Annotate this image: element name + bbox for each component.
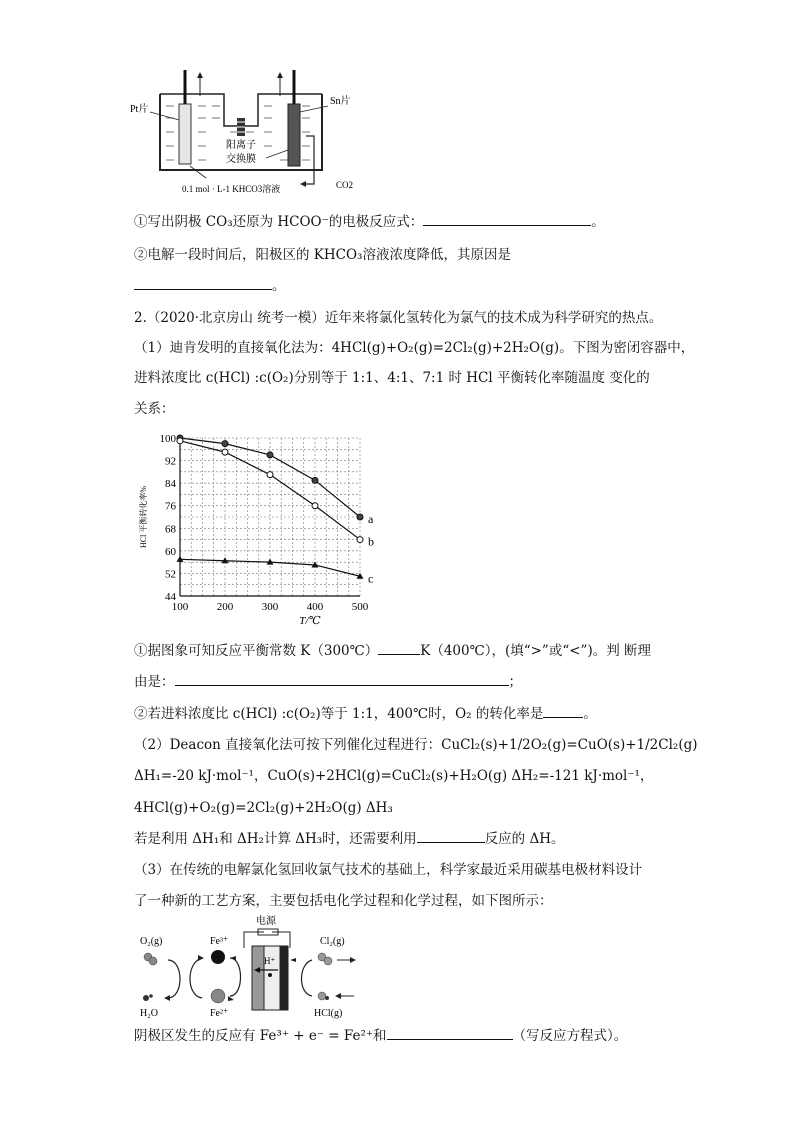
point-b [177, 438, 183, 444]
y-tick-label: 60 [165, 545, 176, 558]
point-b [267, 472, 273, 478]
q2-p2-line2: ΔH₁=-20 kJ·mol⁻¹，CuO(s)+2HCl(g)=CuCl₂(s)+H₂O(g) ΔH₂=-121 kJ·mol⁻¹， [134, 768, 654, 784]
solution-label: 0.1 mol · L-1 KHCO3溶液 [182, 184, 281, 194]
x-axis-label: T/℃ [299, 615, 321, 627]
q2-p3-line2: 了一种新的工艺方案，主要包括电化学过程和化学过程，如下图所示： [134, 893, 553, 909]
q2-p1-line1: （1）迪肯发明的直接氧化法为：4HCl(g)+O₂(g)=2Cl₂(g)+2H₂O(g)。下图为密闭容器中， [134, 340, 695, 356]
y-tick-label: 76 [165, 500, 176, 513]
x-tick-label: 300 [261, 601, 279, 613]
cl2-label: Cl₂(g) [320, 936, 345, 947]
point-a [267, 452, 273, 458]
q2-sub1-line2: 由是： ； [134, 674, 522, 690]
electrochemical-process-figure [132, 912, 362, 1022]
y-axis-label: HCl 平衡转化率% [139, 486, 148, 548]
q2-p2-line4: 若是利用 ΔH₁和 ΔH₂计算 ΔH₃时，还需要利用 反应的 ΔH。 [134, 831, 565, 847]
q2-p2-line3: 4HCl(g)+O₂(g)=2Cl₂(g)+2H₂O(g) ΔH₃ [134, 800, 393, 816]
membrane-label-1: 阳离子 [226, 140, 256, 151]
o2-label: O₂(g) [140, 936, 163, 947]
answer-blank-5[interactable] [543, 704, 583, 718]
electrolysis-cell-figure [130, 66, 370, 200]
q2-p1-line3: 关系： [134, 401, 175, 417]
membrane-label-2: 交换膜 [226, 154, 256, 165]
y-tick-label: 44 [165, 591, 176, 603]
y-tick-label: 92 [165, 455, 176, 468]
q1-item1: ①写出阴极 CO₃还原为 HCOO⁻的电极反应式： 。 [134, 214, 605, 230]
answer-blank-7[interactable] [387, 1026, 513, 1040]
q2-last-line: 阴极区发生的反应有 Fe³⁺ + e⁻ = Fe²⁺和 （写反应方程式）。 [134, 1028, 628, 1044]
y-tick-label: 68 [165, 523, 176, 536]
hcl-label: HCl(g) [314, 1008, 343, 1019]
fe3-label: Fe³⁺ [210, 936, 229, 947]
q2-sub1-line1: ①据图象可知反应平衡常数 K（300℃） K（400℃），(填“>”或“<”)。判 断理 [134, 643, 652, 659]
answer-blank-4[interactable] [175, 672, 509, 686]
point-a [357, 514, 363, 520]
point-b [357, 537, 363, 543]
x-tick-label: 200 [216, 601, 234, 613]
h-plus-label: H⁺ [264, 956, 276, 966]
sn-label: Sn片 [330, 96, 351, 107]
q2-p3-line1: （3）在传统的电解氯化氢回收氯气技术的基础上，科学家最近采用碳基电极材料设计 [134, 862, 643, 878]
q2-sub2: ②若进料浓度比 c(HCl) :c(O₂)等于 1:1，400℃时，O₂ 的转化率是 。 [134, 706, 597, 722]
q2-p1-line2: 进料浓度比 c(HCl) :c(O₂)分别等于 1:1、4:1、7:1 时 HCl 平衡转化率随温度 变化的 [134, 370, 650, 386]
series-label-a: a [368, 512, 374, 526]
answer-blank-3[interactable] [378, 641, 420, 655]
h2o-label: H₂O [140, 1008, 158, 1019]
answer-blank-1[interactable] [423, 212, 591, 226]
point-b [222, 449, 228, 455]
fe2-label: Fe²⁺ [210, 1008, 229, 1019]
co2-label: CO2 [336, 180, 354, 190]
answer-blank-2[interactable] [134, 276, 272, 290]
x-tick-label: 400 [306, 601, 324, 613]
q2-heading: 2.（2020·北京房山 统考一模）近年来将氯化氢转化为氯气的技术成为科学研究的热点。 [134, 310, 663, 326]
power-label: 电源 [256, 916, 276, 927]
point-b [312, 503, 318, 509]
y-tick-label: 52 [165, 568, 176, 581]
q1-item2-answer: 。 [134, 276, 286, 295]
series-label-c: c [368, 571, 374, 586]
answer-blank-6[interactable] [417, 829, 485, 843]
point-a [312, 477, 318, 483]
q1-item2: ②电解一段时间后，阳极区的 KHCO₃溶液浓度降低，其原因是 [134, 247, 511, 263]
series-label-b: b [368, 534, 374, 549]
point-a [222, 441, 228, 447]
x-tick-label: 500 [351, 601, 369, 613]
x-tick-label: 100 [171, 601, 189, 613]
q2-p2-line1: （2）Deacon 直接氧化法可按下列催化过程进行：CuCl₂(s)+1/2O₂(g)=CuO(s)+1/2Cl₂(g) [134, 737, 698, 753]
hcl-conversion-chart [130, 426, 390, 630]
y-tick-label: 84 [165, 478, 176, 491]
pt-label: Pt片 [130, 104, 149, 115]
y-tick-label: 100 [159, 433, 176, 445]
